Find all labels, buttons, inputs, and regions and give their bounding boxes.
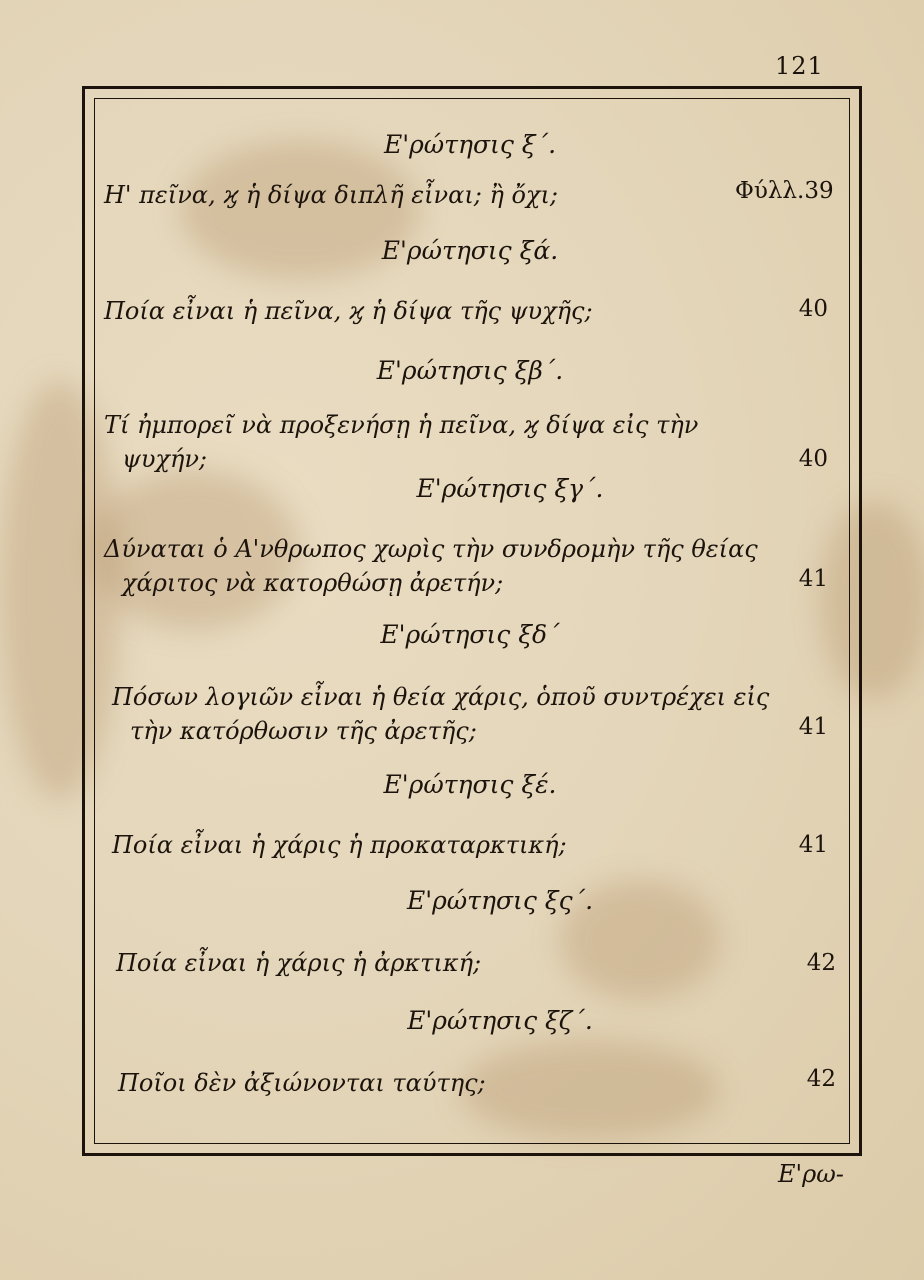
question-line-1: Πόσων λογιῶν εἶναι ἡ θεία χάρις, ὁποῦ συντρέχει εἰς xyxy=(112,683,770,711)
question-line-2: χάριτος νὰ κατορθώσῃ ἀρετήν; xyxy=(122,569,504,597)
entry-question: Ποία εἶναι ἡ χάρις ἡ προκαταρκτική; xyxy=(112,831,567,859)
entry-page-number: 39 xyxy=(804,178,834,204)
question-line-1: Τί ἠμπορεῖ νὰ προξενήσῃ ἡ πεῖνα, ϗ δίψα εἰς τὴν xyxy=(104,411,699,439)
entry-question xyxy=(104,532,774,600)
entry-heading: Ε'ρώτησις ξέ. xyxy=(383,770,557,799)
entry-heading: Ε'ρώτησις ξς΄. xyxy=(406,886,594,915)
folio-reference: Φύλλ.39 xyxy=(735,178,834,204)
entry-page-number: 40 xyxy=(798,296,828,322)
entry-question: Ποία εἶναι ἡ πεῖνα, ϗ ἡ δίψα τῆς ψυχῆς; xyxy=(104,297,593,325)
catchword: Ε'ρω- xyxy=(778,1160,844,1188)
question-line-1: Δύναται ὁ Α'νθρωπος χωρὶς τὴν συνδρομὴν τῆς θείας xyxy=(104,535,758,563)
page-number: 121 xyxy=(775,52,824,80)
entry-question xyxy=(112,680,782,748)
entry-page-number: 42 xyxy=(806,950,836,976)
question-line-2: τὴν κατόρθωσιν τῆς ἀρετῆς; xyxy=(130,717,477,745)
entry-question xyxy=(104,408,774,476)
question-line-2: ψυχήν; xyxy=(122,445,208,473)
entry-heading: Ε'ρώτησις ξβ΄. xyxy=(376,356,564,385)
entry-page-number: 41 xyxy=(798,714,828,740)
entry-heading: Ε'ρώτησις ξδ΄ xyxy=(380,620,560,649)
entry-page-number: 41 xyxy=(798,832,828,858)
entry-page-number: 42 xyxy=(806,1066,836,1092)
entry-page-number: 40 xyxy=(798,446,828,472)
entry-question: Ποία εἶναι ἡ χάρις ἡ ἀρκτική; xyxy=(116,949,482,977)
entry-page-number: 41 xyxy=(798,566,828,592)
entry-heading: Ε'ρώτησις ξά. xyxy=(381,236,559,265)
entry-heading: Ε'ρώτησις ξζ΄. xyxy=(407,1006,593,1035)
entry-heading: Ε'ρώτησις ξ΄. xyxy=(383,130,557,159)
entry-question: Η' πεῖνα, ϗ ἡ δίψα διπλῆ εἶναι; ἢ ὄχι; xyxy=(104,181,558,209)
entry-heading: Ε'ρώτησις ξγ΄. xyxy=(416,474,604,503)
entry-question: Ποῖοι δὲν ἀξιώνονται ταύτης; xyxy=(118,1069,486,1097)
